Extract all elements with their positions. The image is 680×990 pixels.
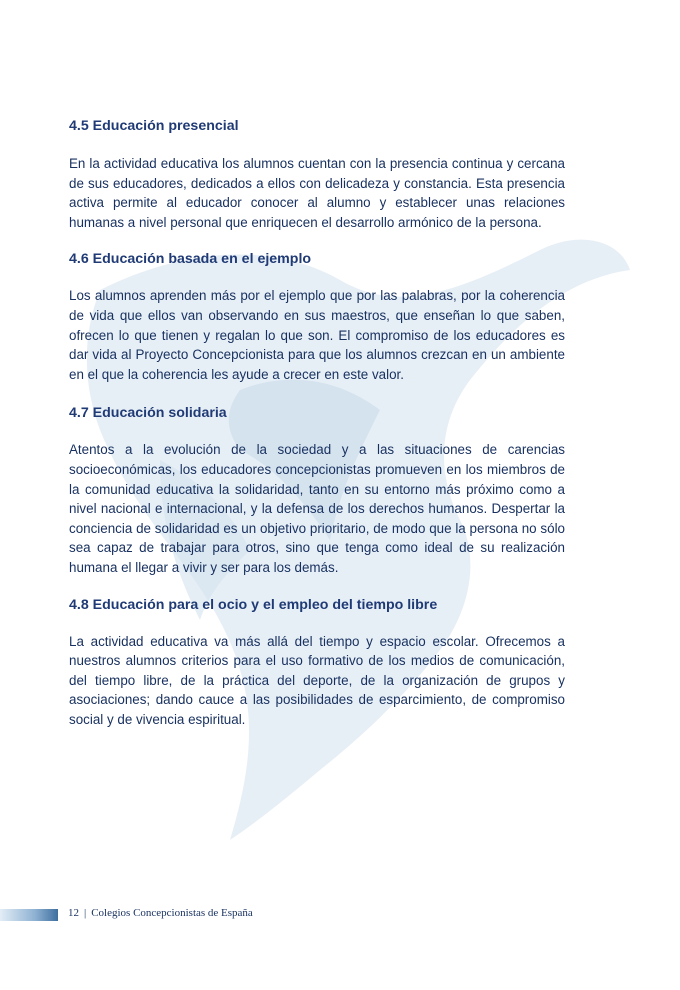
publication-name: Colegios Concepcionistas de España <box>91 907 253 919</box>
page-content <box>69 116 565 729</box>
footer-accent-bar <box>0 909 58 921</box>
section-body: Los alumnos aprenden más por el ejemplo que por las palabras, por la coherencia de vida que ellos van observando en sus maestros, que enseñan lo que saben, ofrecen lo que tienen y regalan lo que son. El compromiso de los educadores es dar vida al Proyecto Concepcionista para que los alumnos crezcan en un ambiente en el que la coherencia les ayude a crecer en este valor. <box>69 288 565 382</box>
section-heading: 4.6 Educación basada en el ejemplo <box>69 251 312 268</box>
section-heading: 4.7 Educación solidaria <box>69 405 227 422</box>
section-4-7 <box>69 403 565 577</box>
section-4-5 <box>69 116 565 232</box>
section-body: La actividad educativa va más allá del tiempo y espacio escolar. Ofrecemos a nuestros alumnos criterios para el uso formativo de los medios de comunicación, del tiempo libre, de la práctica del deporte, de la organización de grupos y asociaciones; dando cauce a las posibilidades de esparcimiento, de compromiso social y de vivencia espiritual. <box>69 633 565 727</box>
footer-text <box>68 907 253 919</box>
section-body: En la actividad educativa los alumnos cuentan con la presencia continua y cercana de sus educadores, dedicados a ellos con delicadeza y constancia. Esta presencia activa permite al educador conocer al alumno y establecer unas relaciones humanas a nivel personal que enriquecen el desarrollo armónico de la persona. <box>69 156 565 230</box>
section-4-8 <box>69 595 565 730</box>
section-body: Atentos a la evolución de la sociedad y a las situaciones de carencias socioeconómicas, los educadores concepcionistas promueven en los miembros de la comunidad educativa la solidaridad, tanto en su entorno más próximo como a nivel nacional e internacional, y la defensa de los derechos humanos. Despertar la conciencia de solidaridad es un objetivo prioritario, de modo que la persona no sólo sea capaz de trabajar para otros, sino que tenga como ideal de su realización humana el llegar a vivir y ser para los demás. <box>69 442 565 575</box>
page-number: 12 <box>68 907 79 919</box>
section-4-6 <box>69 249 565 384</box>
section-heading: 4.5 Educación presencial <box>69 118 239 134</box>
section-heading: 4.8 Educación para el ocio y el empleo del tiempo libre <box>69 596 438 613</box>
footer-separator: | <box>84 907 87 919</box>
page-footer <box>0 906 680 920</box>
